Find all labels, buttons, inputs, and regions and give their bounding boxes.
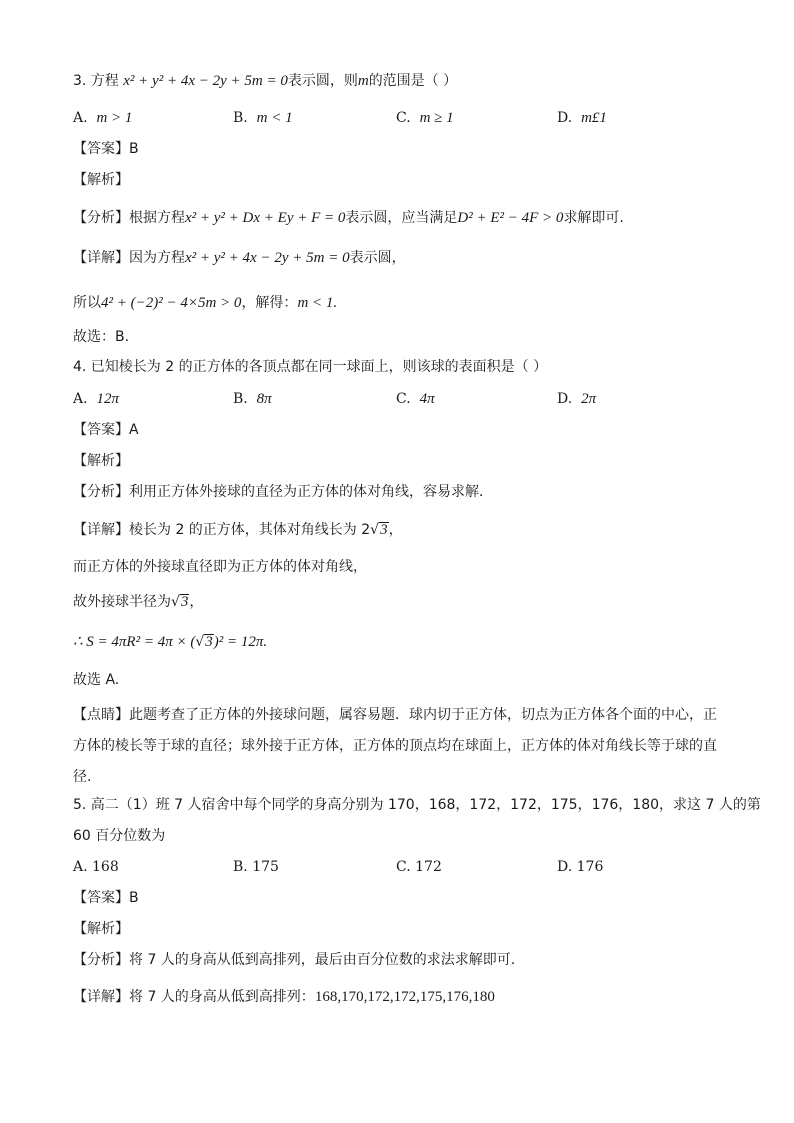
q3-equation: x² + y² + 4x − 2y + 5m = 0	[123, 73, 288, 89]
q4-analysis: 【分析】利用正方体外接球的直径为正方体的体对角线，容易求解．	[73, 484, 493, 500]
q3-option-c: C. m ≥ 1	[396, 110, 454, 126]
q3-derivation: 所以4² + (−2)² − 4×5m > 0，解得：m < 1.	[73, 295, 338, 311]
q4-comment: 【点睛】此题考查了正方体的外接球问题，属容易题．球内切于正方体，切点为正方体各个面的中心，正方体的棱长等于球的直径；球外接于正方体，正方体的顶点均在球面上，正方体的体对角线长等于球的直径.	[73, 707, 717, 785]
q4-answer: 【答案】A	[73, 422, 139, 438]
q4-option-c: C. 4π	[396, 391, 435, 407]
q4-jiexi-heading: 【解析】	[73, 453, 129, 469]
q5-option-d: D. 176	[557, 859, 604, 875]
q5-analysis: 【分析】将 7 人的身高从低到高排列，最后由百分位数的求法求解即可.	[73, 952, 516, 968]
q5-option-a: A. 168	[73, 859, 119, 875]
q5-answer: 【答案】B	[73, 890, 139, 906]
q4-line-diameter: 而正方体的外接球直径即为正方体的体对角线，	[73, 559, 367, 575]
q4-stem: 4. 已知棱长为 2 的正方体的各顶点都在同一球面上，则该球的表面积是（ ）	[73, 359, 548, 375]
q5-option-b: B. 175	[233, 859, 279, 875]
q4-detail: 【详解】棱长为 2 的正方体，其体对角线长为 2√3，	[73, 522, 403, 538]
q4-option-d: D. 2π	[557, 391, 597, 407]
q4-option-a: A. 12π	[73, 391, 119, 407]
q5-stem-line1: 5. 高二（1）班 7 人宿舍中每个同学的身高分别为 170，168，172，172，175，176，180，求这 7 人的第	[73, 797, 761, 813]
q3-variable: m	[357, 73, 369, 89]
q4-option-b: B. 8π	[233, 391, 272, 407]
q3-option-d: D. m£1	[557, 110, 607, 126]
q3-option-b: B. m < 1	[233, 110, 293, 126]
q3-stem-prefix: 3. 方程	[73, 73, 119, 89]
q3-answer: 【答案】B	[73, 141, 139, 157]
q4-formula: ∴ S = 4πR² = 4π × (√3)² = 12π.	[73, 634, 268, 650]
q5-stem-line2: 60 百分位数为	[73, 828, 166, 844]
q5-option-c: C. 172	[396, 859, 442, 875]
q3-option-a: A. m > 1	[73, 110, 133, 126]
q3-analysis: 【分析】根据方程x² + y² + Dx + Ey + F = 0表示圆，应当满足D² + E² − 4F > 0求解即可.	[73, 210, 624, 226]
q3-jiexi-heading: 【解析】	[73, 172, 129, 188]
q3-stem-end: 的范围是（ ）	[368, 73, 458, 89]
q4-line-radius: 故外接球半径为√3，	[73, 594, 204, 610]
q5-jiexi-heading: 【解析】	[73, 921, 129, 937]
q3-detail: 【详解】因为方程x² + y² + 4x − 2y + 5m = 0表示圆，	[73, 250, 406, 266]
q3-stem-suffix: 表示圆，则	[287, 73, 358, 89]
q5-detail: 【详解】将 7 人的身高从低到高排列：168,170,172,172,175,176,180	[73, 989, 495, 1005]
q4-choose: 故选 A.	[73, 672, 120, 688]
q3-stem	[73, 71, 457, 91]
q3-choose: 故选：B.	[73, 329, 130, 345]
